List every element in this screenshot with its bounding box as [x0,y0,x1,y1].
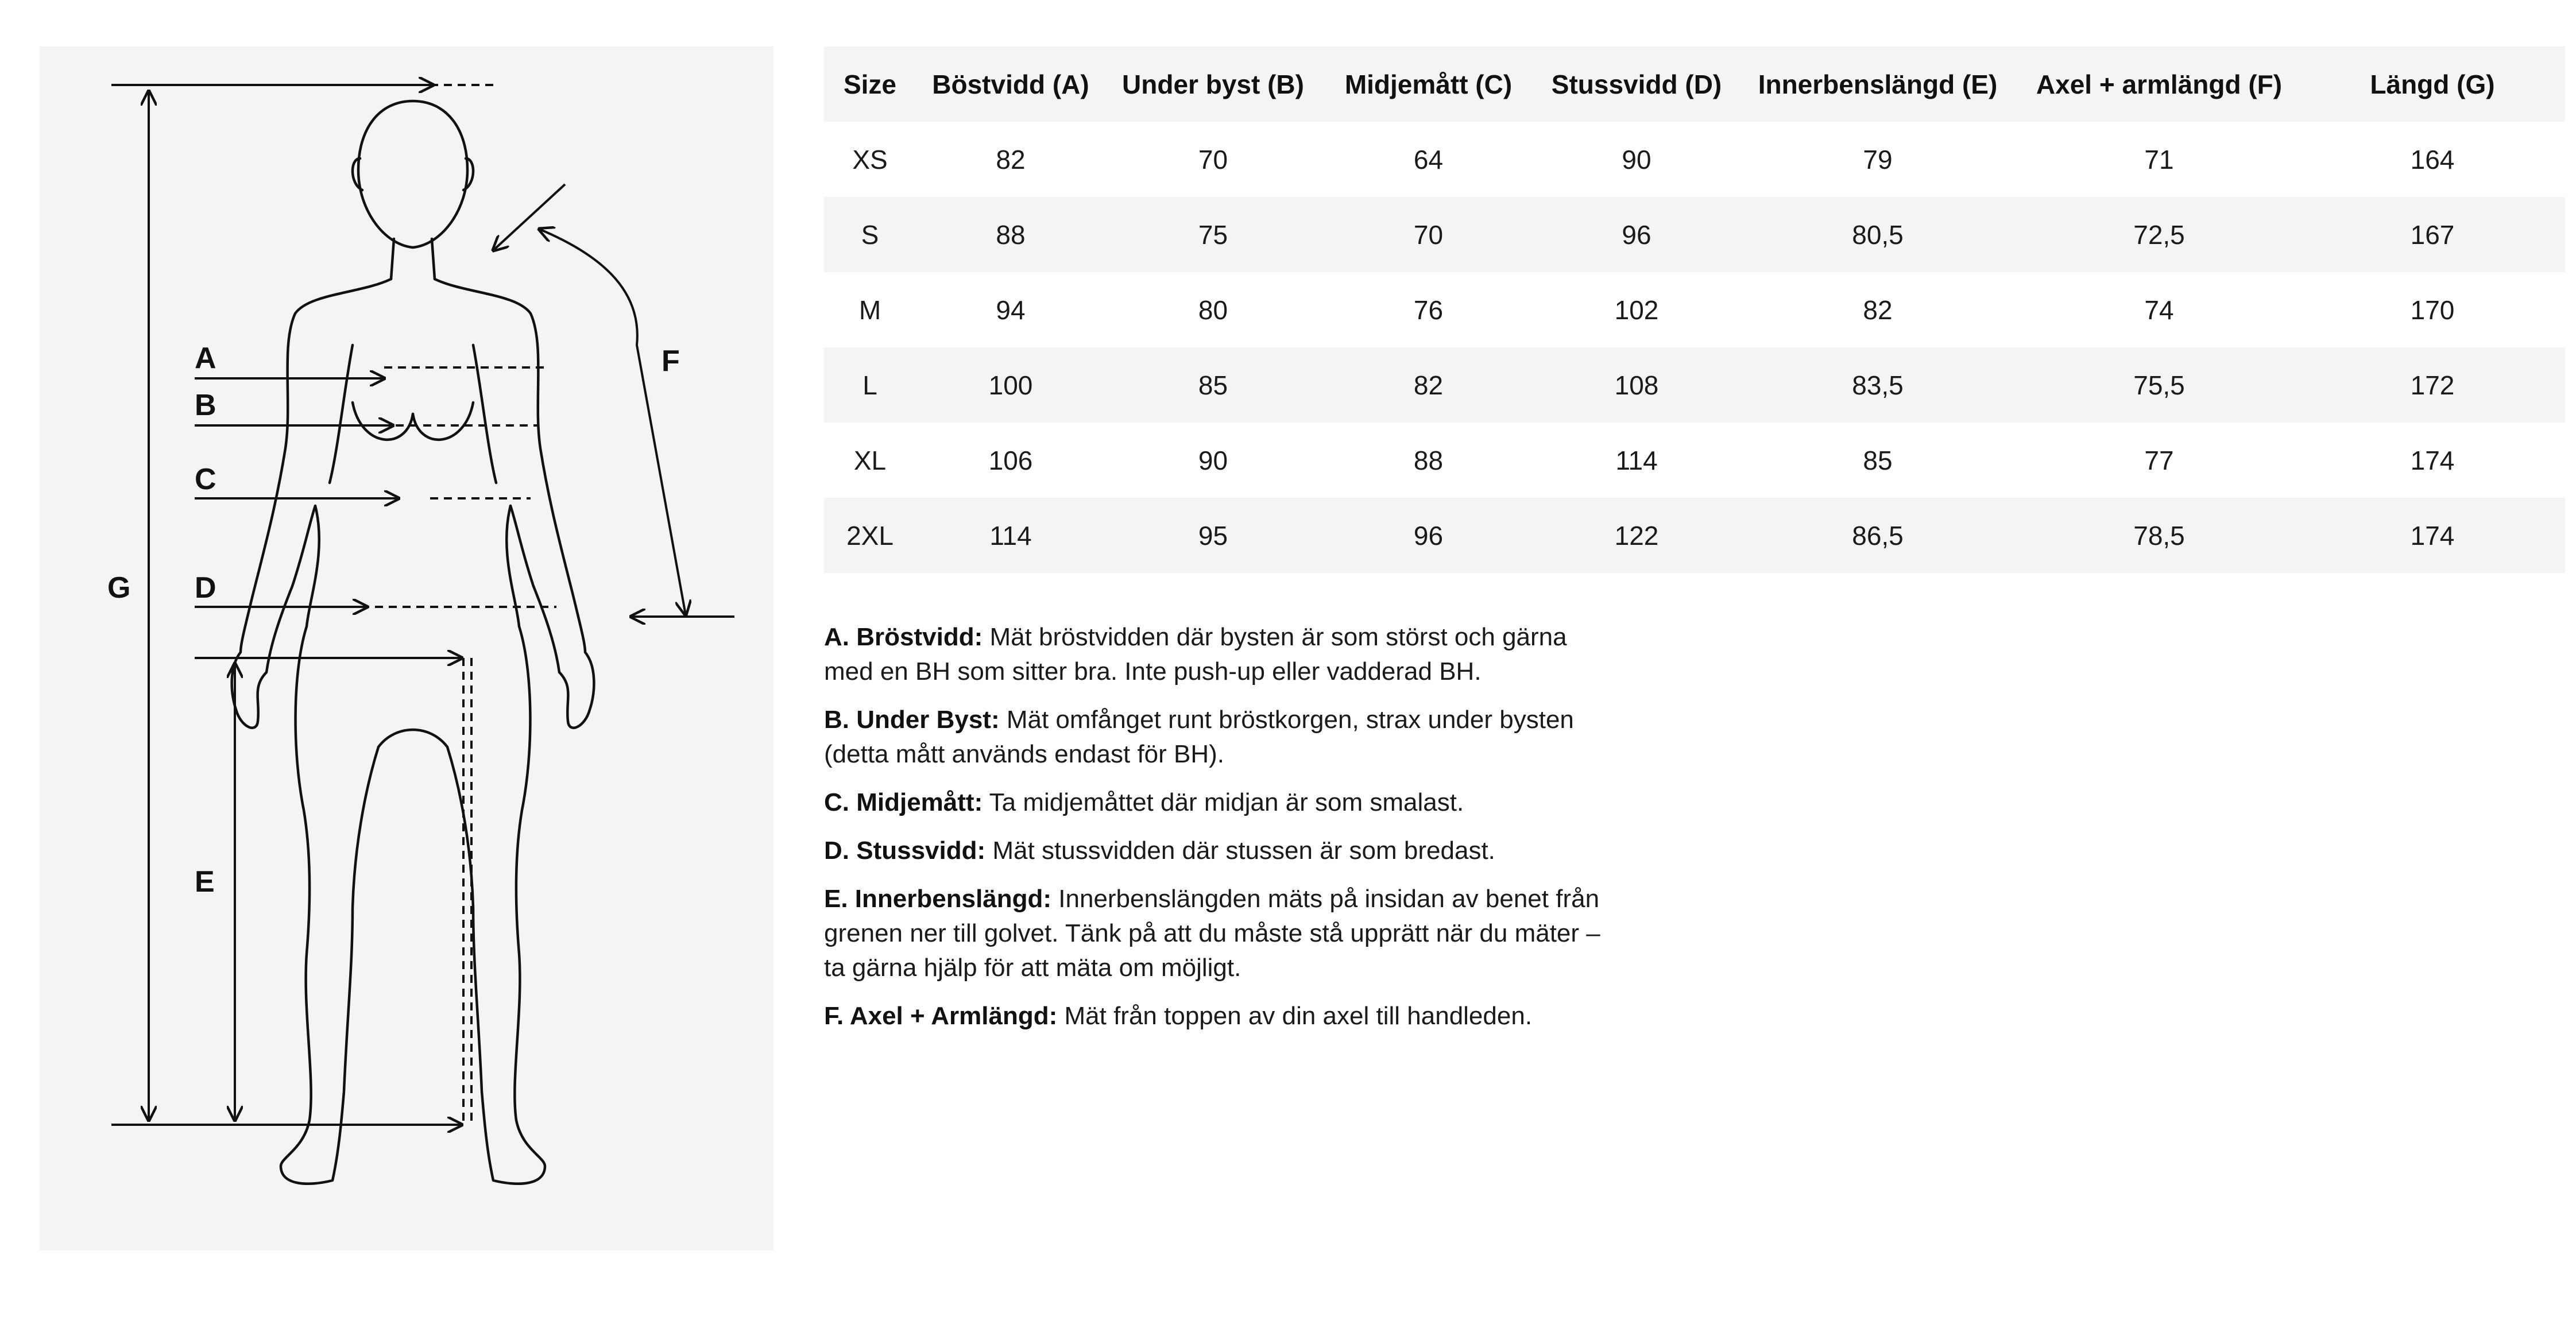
measurement-dashed-lines [361,85,556,1125]
cell-value: 80,5 [1852,219,1904,250]
description-e [824,882,1605,985]
cell-value: 71 [2144,144,2174,175]
cell-value: 75 [1198,219,1228,250]
cell-value: 96 [1622,219,1651,250]
table-row [824,197,2565,272]
description-text: Mät omfånget runt bröstkorgen, strax under bysten (detta mått används endast för BH). [824,706,1574,768]
description-d [824,834,1605,868]
body-outline-diagram [40,47,773,1250]
cell-value: 75,5 [2133,370,2185,400]
header-stussvidd: Stussvidd (D) [1551,69,1722,99]
cell-value: 90 [1198,445,1228,475]
cell-value: 80 [1198,295,1228,325]
description-term: A. Bröstvidd: [824,623,983,651]
body-measurement-figure [40,47,773,1250]
table-row [824,347,2565,423]
header-langd: Längd (G) [2370,69,2495,99]
cell-value: 102 [1614,295,1659,325]
label-g: G [107,571,131,605]
table-row [824,122,2565,197]
header-size: Size [843,69,897,99]
label-b: B [195,389,216,422]
table-row [824,423,2565,498]
cell-size: M [858,295,881,325]
cell-value: 88 [996,219,1026,250]
description-c [824,785,1605,820]
table-header-row [824,47,2565,122]
cell-value: 72,5 [2133,219,2185,250]
description-term: B. Under Byst: [824,706,1000,734]
cell-value: 79 [1863,144,1893,175]
header-midjematt: Midjemått (C) [1344,69,1513,99]
figure-silhouette [232,101,594,1184]
cell-value: 114 [1615,445,1658,475]
header-axel-armlangd: Axel + armlängd (F) [2036,69,2283,99]
cell-value: 86,5 [1852,520,1904,551]
cell-value: 114 [989,520,1032,551]
cell-value: 170 [2410,295,2455,325]
measurement-descriptions [824,620,1605,1047]
size-chart-table [824,47,2565,573]
description-term: E. Innerbenslängd: [824,885,1052,913]
label-e: E [195,865,215,899]
header-under-byst: Under byst (B) [1122,69,1304,99]
cell-size: XL [853,445,887,475]
cell-value: 100 [988,370,1033,400]
description-f [824,999,1605,1033]
cell-value: 108 [1614,370,1659,400]
cell-value: 106 [988,445,1033,475]
label-a: A [195,342,216,375]
cell-value: 96 [1413,520,1444,551]
cell-value: 167 [2410,219,2455,250]
cell-value: 82 [1413,370,1444,400]
cell-value: 85 [1863,445,1893,475]
cell-value: 82 [996,144,1026,175]
description-text: Ta midjemåttet där midjan är som smalast. [983,788,1464,816]
cell-value: 64 [1413,144,1444,175]
cell-value: 88 [1413,445,1444,475]
description-text: Innerbenslängden mäts på insidan av benet från grenen ner till golvet. Tänk på att du måste stå upprätt när du mäter – ta gärna hjälp för att mäta om möjligt. [824,885,1600,982]
cell-value: 70 [1413,219,1444,250]
cell-value: 174 [2410,520,2455,551]
cell-value: 172 [2410,370,2455,400]
cell-size: L [862,370,877,400]
description-term: D. Stussvidd: [824,837,986,865]
cell-value: 74 [2144,295,2174,325]
cell-value: 77 [2144,445,2174,475]
cell-value: 78,5 [2133,520,2185,551]
label-f: F [662,344,680,378]
label-c: C [195,463,216,496]
cell-value: 76 [1413,295,1444,325]
description-term: C. Midjemått: [824,788,983,816]
cell-value: 164 [2410,144,2455,175]
cell-value: 95 [1198,520,1228,551]
cell-size: XS [852,144,888,175]
measurement-arrows [111,85,734,1125]
header-bustvidd: Böstvidd (A) [932,69,1089,99]
cell-value: 83,5 [1852,370,1904,400]
cell-value: 90 [1622,144,1651,175]
table-row [824,272,2565,347]
cell-size: S [861,219,879,250]
table-row [824,498,2565,573]
cell-value: 70 [1198,144,1228,175]
cell-size: 2XL [846,520,894,551]
description-term: F. Axel + Armlängd: [824,1002,1058,1030]
cell-value: 85 [1198,370,1228,400]
description-text: Mät från toppen av din axel till handleden. [1057,1002,1533,1030]
header-innerbenslangd: Innerbenslängd (E) [1758,69,1998,99]
description-a [824,620,1605,689]
cell-value: 174 [2410,445,2455,475]
description-text: Mät stussvidden där stussen är som bredast. [985,837,1495,865]
label-d: D [195,571,216,605]
description-b [824,703,1605,772]
cell-value: 94 [996,295,1026,325]
description-text: Mät bröstvidden där bysten är som störst och gärna med en BH som sitter bra. Inte push-up eller vadderad BH. [824,623,1567,686]
cell-value: 82 [1863,295,1893,325]
cell-value: 122 [1614,520,1659,551]
